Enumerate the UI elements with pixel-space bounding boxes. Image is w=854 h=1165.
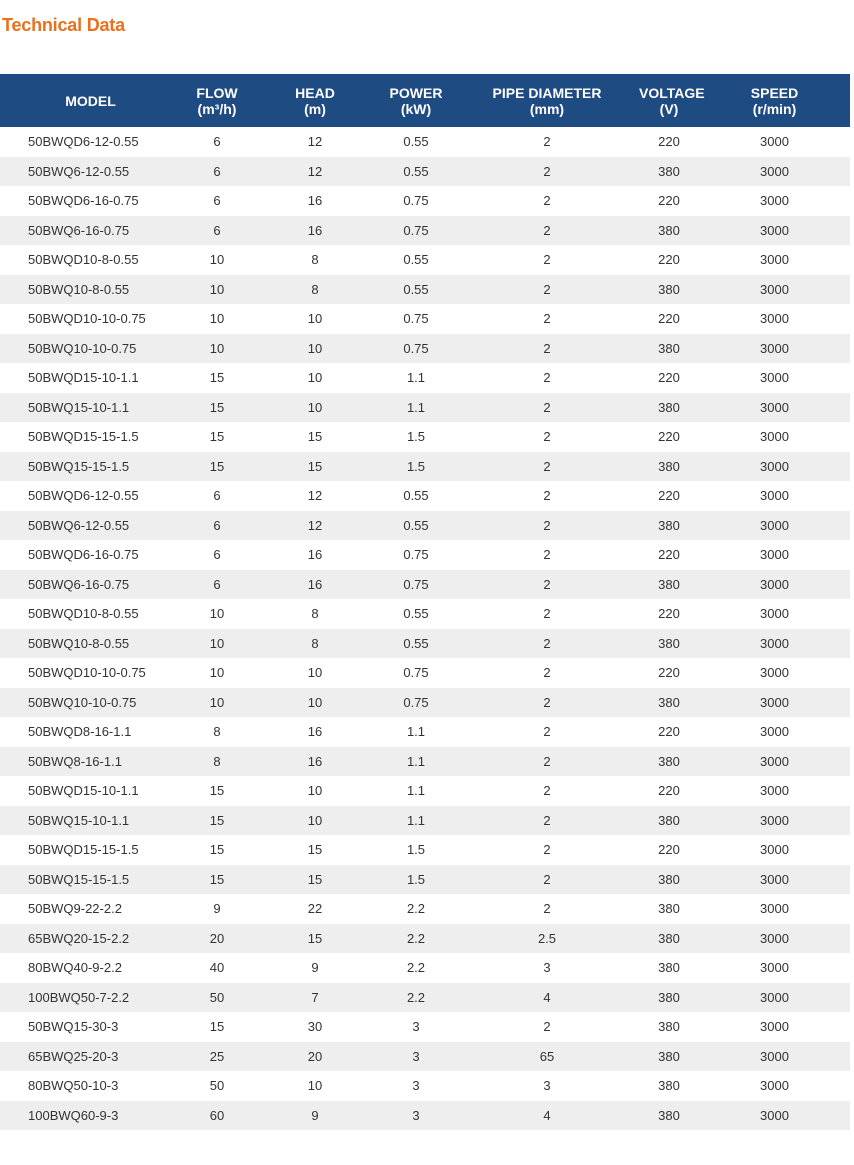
cell-voltage: 380 bbox=[658, 901, 680, 917]
cell-speed: 3000 bbox=[760, 517, 789, 533]
table-row bbox=[0, 953, 850, 983]
table-row bbox=[0, 422, 850, 452]
cell-voltage: 380 bbox=[658, 989, 680, 1005]
column-header-label: PIPE DIAMETER bbox=[492, 84, 602, 101]
table-row bbox=[0, 304, 850, 334]
cell-power: 3 bbox=[412, 1078, 420, 1094]
table-row bbox=[0, 776, 850, 806]
cell-speed: 3000 bbox=[760, 370, 789, 386]
cell-pipe-diameter: 2 bbox=[543, 429, 551, 445]
cell-flow: 10 bbox=[209, 281, 225, 297]
cell-voltage: 220 bbox=[658, 134, 680, 150]
cell-head: 12 bbox=[307, 488, 323, 504]
cell-power: 0.55 bbox=[403, 134, 429, 150]
cell-voltage: 380 bbox=[658, 340, 680, 356]
cell-flow: 15 bbox=[209, 783, 225, 799]
column-header-label: POWER bbox=[389, 84, 443, 101]
cell-speed: 3000 bbox=[760, 812, 789, 828]
column-header-label: SPEED bbox=[750, 84, 799, 101]
cell-flow: 15 bbox=[209, 1019, 225, 1035]
cell-pipe-diameter: 2 bbox=[543, 812, 551, 828]
cell-model: 50BWQ15-10-1.1 bbox=[28, 399, 130, 415]
cell-power: 0.55 bbox=[403, 252, 429, 268]
cell-flow: 15 bbox=[209, 871, 225, 887]
table-row bbox=[0, 835, 850, 865]
column-header-power bbox=[377, 74, 455, 127]
cell-flow: 10 bbox=[209, 340, 225, 356]
cell-head: 15 bbox=[307, 429, 323, 445]
cell-voltage: 380 bbox=[658, 1048, 680, 1064]
cell-power: 1.5 bbox=[406, 871, 426, 887]
cell-flow: 6 bbox=[213, 576, 221, 592]
cell-voltage: 220 bbox=[658, 783, 680, 799]
cell-head: 16 bbox=[307, 753, 323, 769]
cell-model: 50BWQD15-10-1.1 bbox=[28, 370, 139, 386]
table-row bbox=[0, 1071, 850, 1101]
cell-speed: 3000 bbox=[760, 1107, 789, 1123]
cell-head: 8 bbox=[311, 635, 319, 651]
cell-pipe-diameter: 2 bbox=[543, 311, 551, 327]
cell-flow: 40 bbox=[209, 960, 225, 976]
cell-head: 16 bbox=[307, 724, 323, 740]
cell-flow: 6 bbox=[213, 547, 221, 563]
cell-flow: 6 bbox=[213, 222, 221, 238]
cell-head: 8 bbox=[311, 252, 319, 268]
cell-head: 15 bbox=[307, 871, 323, 887]
table-row bbox=[0, 540, 850, 570]
cell-pipe-diameter: 2 bbox=[543, 134, 551, 150]
cell-speed: 3000 bbox=[760, 252, 789, 268]
cell-pipe-diameter: 4 bbox=[543, 989, 551, 1005]
cell-speed: 3000 bbox=[760, 901, 789, 917]
cell-pipe-diameter: 2 bbox=[543, 547, 551, 563]
cell-power: 0.75 bbox=[403, 222, 429, 238]
cell-flow: 25 bbox=[209, 1048, 225, 1064]
table-row bbox=[0, 570, 850, 600]
cell-speed: 3000 bbox=[760, 930, 789, 946]
cell-model: 50BWQ10-10-0.75 bbox=[28, 340, 137, 356]
cell-model: 50BWQD6-16-0.75 bbox=[28, 547, 139, 563]
cell-voltage: 220 bbox=[658, 252, 680, 268]
column-header-label: FLOW bbox=[196, 84, 238, 101]
cell-speed: 3000 bbox=[760, 429, 789, 445]
cell-voltage: 380 bbox=[658, 930, 680, 946]
cell-speed: 3000 bbox=[760, 399, 789, 415]
table-row bbox=[0, 688, 850, 718]
cell-head: 22 bbox=[307, 901, 323, 917]
cell-model: 50BWQD15-10-1.1 bbox=[28, 783, 139, 799]
cell-power: 0.75 bbox=[403, 193, 429, 209]
cell-head: 8 bbox=[311, 281, 319, 297]
cell-model: 50BWQD10-10-0.75 bbox=[28, 665, 146, 681]
cell-head: 15 bbox=[307, 842, 323, 858]
cell-speed: 3000 bbox=[760, 340, 789, 356]
cell-head: 12 bbox=[307, 517, 323, 533]
cell-voltage: 380 bbox=[658, 517, 680, 533]
cell-voltage: 220 bbox=[658, 842, 680, 858]
cell-model: 50BWQD10-8-0.55 bbox=[28, 252, 139, 268]
table-row bbox=[0, 511, 850, 541]
cell-voltage: 220 bbox=[658, 429, 680, 445]
cell-flow: 10 bbox=[209, 606, 225, 622]
cell-speed: 3000 bbox=[760, 1048, 789, 1064]
cell-head: 9 bbox=[311, 1107, 319, 1123]
cell-flow: 15 bbox=[209, 370, 225, 386]
column-header-label: MODEL bbox=[65, 92, 116, 109]
cell-pipe-diameter: 2 bbox=[543, 635, 551, 651]
column-header-flow bbox=[181, 74, 253, 127]
cell-flow: 10 bbox=[209, 252, 225, 268]
cell-pipe-diameter: 3 bbox=[543, 1078, 551, 1094]
table-row bbox=[0, 275, 850, 305]
cell-voltage: 380 bbox=[658, 458, 680, 474]
table-body bbox=[0, 127, 850, 1130]
column-header-unit: (m³/h) bbox=[197, 100, 237, 117]
cell-power: 0.55 bbox=[403, 488, 429, 504]
cell-flow: 6 bbox=[213, 488, 221, 504]
cell-power: 0.55 bbox=[403, 163, 429, 179]
cell-power: 1.1 bbox=[406, 724, 426, 740]
cell-power: 1.5 bbox=[406, 458, 426, 474]
cell-head: 16 bbox=[307, 222, 323, 238]
cell-pipe-diameter: 2 bbox=[543, 458, 551, 474]
table-row bbox=[0, 894, 850, 924]
cell-pipe-diameter: 2 bbox=[543, 488, 551, 504]
cell-speed: 3000 bbox=[760, 635, 789, 651]
cell-head: 10 bbox=[307, 665, 323, 681]
cell-voltage: 220 bbox=[658, 547, 680, 563]
cell-head: 15 bbox=[307, 930, 323, 946]
cell-model: 50BWQD6-12-0.55 bbox=[28, 134, 139, 150]
cell-pipe-diameter: 2 bbox=[543, 193, 551, 209]
column-header-label: HEAD bbox=[295, 84, 335, 101]
cell-power: 0.75 bbox=[403, 576, 429, 592]
table-row bbox=[0, 363, 850, 393]
cell-pipe-diameter: 2 bbox=[543, 281, 551, 297]
cell-model: 65BWQ25-20-3 bbox=[28, 1048, 119, 1064]
cell-flow: 15 bbox=[209, 429, 225, 445]
cell-power: 3 bbox=[412, 1107, 420, 1123]
cell-pipe-diameter: 2 bbox=[543, 606, 551, 622]
cell-flow: 6 bbox=[213, 193, 221, 209]
table-row bbox=[0, 186, 850, 216]
cell-head: 20 bbox=[307, 1048, 323, 1064]
cell-head: 15 bbox=[307, 458, 323, 474]
cell-voltage: 380 bbox=[658, 281, 680, 297]
cell-power: 1.1 bbox=[406, 753, 426, 769]
table-row bbox=[0, 245, 850, 275]
cell-speed: 3000 bbox=[760, 134, 789, 150]
cell-voltage: 380 bbox=[658, 694, 680, 710]
cell-voltage: 380 bbox=[658, 222, 680, 238]
cell-speed: 3000 bbox=[760, 1019, 789, 1035]
table-row bbox=[0, 806, 850, 836]
cell-head: 10 bbox=[307, 783, 323, 799]
cell-pipe-diameter: 3 bbox=[543, 960, 551, 976]
cell-flow: 6 bbox=[213, 163, 221, 179]
cell-voltage: 220 bbox=[658, 370, 680, 386]
column-header-model bbox=[0, 74, 181, 127]
cell-speed: 3000 bbox=[760, 724, 789, 740]
cell-pipe-diameter: 2 bbox=[543, 694, 551, 710]
table-row bbox=[0, 216, 850, 246]
cell-model: 50BWQ15-10-1.1 bbox=[28, 812, 130, 828]
cell-model: 100BWQ50-7-2.2 bbox=[28, 989, 130, 1005]
cell-speed: 3000 bbox=[760, 547, 789, 563]
cell-voltage: 380 bbox=[658, 1107, 680, 1123]
cell-head: 8 bbox=[311, 606, 319, 622]
cell-model: 50BWQ10-10-0.75 bbox=[28, 694, 137, 710]
cell-speed: 3000 bbox=[760, 665, 789, 681]
cell-flow: 10 bbox=[209, 694, 225, 710]
cell-power: 0.55 bbox=[403, 606, 429, 622]
cell-power: 1.1 bbox=[406, 783, 426, 799]
cell-pipe-diameter: 2 bbox=[543, 399, 551, 415]
cell-model: 50BWQD6-12-0.55 bbox=[28, 488, 139, 504]
cell-head: 16 bbox=[307, 576, 323, 592]
cell-pipe-diameter: 2 bbox=[543, 871, 551, 887]
table-row bbox=[0, 599, 850, 629]
cell-flow: 8 bbox=[213, 753, 221, 769]
cell-pipe-diameter: 2 bbox=[543, 252, 551, 268]
cell-model: 50BWQ10-8-0.55 bbox=[28, 281, 130, 297]
cell-pipe-diameter: 2 bbox=[543, 1019, 551, 1035]
cell-power: 1.1 bbox=[406, 812, 426, 828]
cell-speed: 3000 bbox=[760, 193, 789, 209]
cell-model: 50BWQ15-15-1.5 bbox=[28, 871, 130, 887]
cell-pipe-diameter: 2 bbox=[543, 163, 551, 179]
cell-model: 50BWQD15-15-1.5 bbox=[28, 842, 139, 858]
cell-model: 50BWQ8-16-1.1 bbox=[28, 753, 122, 769]
cell-pipe-diameter: 2 bbox=[543, 340, 551, 356]
cell-head: 10 bbox=[307, 694, 323, 710]
table-row bbox=[0, 658, 850, 688]
cell-voltage: 380 bbox=[658, 576, 680, 592]
cell-flow: 50 bbox=[209, 1078, 225, 1094]
cell-flow: 10 bbox=[209, 635, 225, 651]
cell-head: 16 bbox=[307, 193, 323, 209]
cell-power: 2.2 bbox=[406, 901, 426, 917]
table-row bbox=[0, 157, 850, 187]
cell-power: 0.75 bbox=[403, 665, 429, 681]
cell-pipe-diameter: 2 bbox=[543, 665, 551, 681]
cell-pipe-diameter: 4 bbox=[543, 1107, 551, 1123]
cell-flow: 8 bbox=[213, 724, 221, 740]
cell-power: 2.2 bbox=[406, 989, 426, 1005]
table-header-row bbox=[0, 74, 850, 127]
cell-voltage: 220 bbox=[658, 488, 680, 504]
cell-speed: 3000 bbox=[760, 783, 789, 799]
cell-head: 30 bbox=[307, 1019, 323, 1035]
cell-pipe-diameter: 2 bbox=[543, 576, 551, 592]
cell-flow: 10 bbox=[209, 665, 225, 681]
cell-speed: 3000 bbox=[760, 960, 789, 976]
cell-model: 50BWQD15-15-1.5 bbox=[28, 429, 139, 445]
cell-pipe-diameter: 2 bbox=[543, 222, 551, 238]
cell-pipe-diameter: 2 bbox=[543, 517, 551, 533]
cell-speed: 3000 bbox=[760, 1078, 789, 1094]
cell-head: 10 bbox=[307, 311, 323, 327]
cell-speed: 3000 bbox=[760, 842, 789, 858]
cell-voltage: 380 bbox=[658, 753, 680, 769]
cell-pipe-diameter: 2 bbox=[543, 724, 551, 740]
cell-pipe-diameter: 2 bbox=[543, 901, 551, 917]
cell-power: 2.2 bbox=[406, 930, 426, 946]
cell-pipe-diameter: 2 bbox=[543, 842, 551, 858]
table-row bbox=[0, 924, 850, 954]
column-header-label: VOLTAGE bbox=[639, 84, 705, 101]
cell-model: 50BWQ6-16-0.75 bbox=[28, 222, 130, 238]
cell-voltage: 380 bbox=[658, 399, 680, 415]
table-row bbox=[0, 1101, 850, 1131]
table-row bbox=[0, 481, 850, 511]
cell-power: 0.75 bbox=[403, 311, 429, 327]
cell-power: 3 bbox=[412, 1019, 420, 1035]
cell-model: 50BWQD10-8-0.55 bbox=[28, 606, 139, 622]
cell-model: 50BWQD6-16-0.75 bbox=[28, 193, 139, 209]
cell-flow: 20 bbox=[209, 930, 225, 946]
cell-head: 10 bbox=[307, 812, 323, 828]
cell-voltage: 380 bbox=[658, 1019, 680, 1035]
cell-speed: 3000 bbox=[760, 281, 789, 297]
cell-speed: 3000 bbox=[760, 606, 789, 622]
cell-power: 1.5 bbox=[406, 842, 426, 858]
table-row bbox=[0, 717, 850, 747]
cell-flow: 6 bbox=[213, 134, 221, 150]
cell-model: 50BWQ6-12-0.55 bbox=[28, 517, 130, 533]
cell-model: 50BWQ10-8-0.55 bbox=[28, 635, 130, 651]
table-row bbox=[0, 747, 850, 777]
cell-speed: 3000 bbox=[760, 311, 789, 327]
cell-flow: 15 bbox=[209, 842, 225, 858]
cell-model: 80BWQ40-9-2.2 bbox=[28, 960, 122, 976]
cell-pipe-diameter: 2.5 bbox=[537, 930, 557, 946]
cell-power: 0.75 bbox=[403, 340, 429, 356]
cell-power: 1.1 bbox=[406, 370, 426, 386]
cell-model: 100BWQ60-9-3 bbox=[28, 1107, 119, 1123]
table-row bbox=[0, 452, 850, 482]
column-header-unit: (m) bbox=[304, 100, 326, 117]
cell-model: 50BWQD10-10-0.75 bbox=[28, 311, 146, 327]
cell-flow: 15 bbox=[209, 458, 225, 474]
cell-power: 0.55 bbox=[403, 281, 429, 297]
cell-head: 12 bbox=[307, 163, 323, 179]
cell-voltage: 380 bbox=[658, 812, 680, 828]
cell-flow: 60 bbox=[209, 1107, 225, 1123]
cell-power: 2.2 bbox=[406, 960, 426, 976]
cell-speed: 3000 bbox=[760, 222, 789, 238]
cell-pipe-diameter: 2 bbox=[543, 783, 551, 799]
table-row bbox=[0, 983, 850, 1013]
cell-voltage: 380 bbox=[658, 163, 680, 179]
page-title: Technical Data bbox=[2, 15, 125, 35]
column-header-speed bbox=[699, 74, 850, 127]
cell-power: 3 bbox=[412, 1048, 420, 1064]
cell-speed: 3000 bbox=[760, 163, 789, 179]
cell-voltage: 220 bbox=[658, 665, 680, 681]
cell-model: 50BWQ6-16-0.75 bbox=[28, 576, 130, 592]
cell-head: 12 bbox=[307, 134, 323, 150]
cell-pipe-diameter: 65 bbox=[539, 1048, 555, 1064]
cell-model: 50BWQD8-16-1.1 bbox=[28, 724, 132, 740]
table-row bbox=[0, 629, 850, 659]
cell-flow: 10 bbox=[209, 311, 225, 327]
cell-head: 16 bbox=[307, 547, 323, 563]
cell-speed: 3000 bbox=[760, 576, 789, 592]
cell-voltage: 380 bbox=[658, 960, 680, 976]
column-header-pipe-diameter bbox=[455, 74, 639, 127]
cell-power: 1.1 bbox=[406, 399, 426, 415]
cell-power: 0.55 bbox=[403, 517, 429, 533]
cell-head: 10 bbox=[307, 340, 323, 356]
cell-voltage: 220 bbox=[658, 606, 680, 622]
cell-voltage: 380 bbox=[658, 871, 680, 887]
cell-voltage: 220 bbox=[658, 311, 680, 327]
column-header-head bbox=[253, 74, 377, 127]
cell-head: 10 bbox=[307, 399, 323, 415]
table-row bbox=[0, 393, 850, 423]
table-row bbox=[0, 1042, 850, 1072]
cell-voltage: 380 bbox=[658, 1078, 680, 1094]
cell-model: 50BWQ15-15-1.5 bbox=[28, 458, 130, 474]
cell-head: 10 bbox=[307, 370, 323, 386]
table-row bbox=[0, 865, 850, 895]
cell-voltage: 380 bbox=[658, 635, 680, 651]
cell-head: 7 bbox=[311, 989, 319, 1005]
cell-voltage: 220 bbox=[658, 193, 680, 209]
cell-pipe-diameter: 2 bbox=[543, 370, 551, 386]
cell-speed: 3000 bbox=[760, 753, 789, 769]
table-row bbox=[0, 334, 850, 364]
column-header-voltage bbox=[639, 74, 705, 127]
column-header-unit: (mm) bbox=[529, 100, 565, 117]
cell-head: 10 bbox=[307, 1078, 323, 1094]
cell-speed: 3000 bbox=[760, 989, 789, 1005]
cell-flow: 15 bbox=[209, 399, 225, 415]
cell-speed: 3000 bbox=[760, 871, 789, 887]
column-header-unit: (kW) bbox=[400, 100, 432, 117]
cell-flow: 9 bbox=[213, 901, 221, 917]
cell-power: 1.5 bbox=[406, 429, 426, 445]
cell-speed: 3000 bbox=[760, 488, 789, 504]
cell-voltage: 220 bbox=[658, 724, 680, 740]
cell-speed: 3000 bbox=[760, 694, 789, 710]
cell-model: 50BWQ15-30-3 bbox=[28, 1019, 119, 1035]
cell-speed: 3000 bbox=[760, 458, 789, 474]
cell-flow: 6 bbox=[213, 517, 221, 533]
cell-head: 9 bbox=[311, 960, 319, 976]
cell-pipe-diameter: 2 bbox=[543, 753, 551, 769]
column-header-unit: (r/min) bbox=[752, 100, 797, 117]
table-row bbox=[0, 1012, 850, 1042]
cell-model: 65BWQ20-15-2.2 bbox=[28, 930, 130, 946]
cell-model: 80BWQ50-10-3 bbox=[28, 1078, 119, 1094]
cell-power: 0.75 bbox=[403, 547, 429, 563]
technical-data-table bbox=[0, 74, 850, 1130]
cell-model: 50BWQ9-22-2.2 bbox=[28, 901, 122, 917]
cell-model: 50BWQ6-12-0.55 bbox=[28, 163, 130, 179]
cell-power: 0.75 bbox=[403, 694, 429, 710]
column-header-unit: (V) bbox=[659, 100, 679, 117]
table-row bbox=[0, 127, 850, 157]
cell-flow: 15 bbox=[209, 812, 225, 828]
cell-flow: 50 bbox=[209, 989, 225, 1005]
cell-power: 0.55 bbox=[403, 635, 429, 651]
